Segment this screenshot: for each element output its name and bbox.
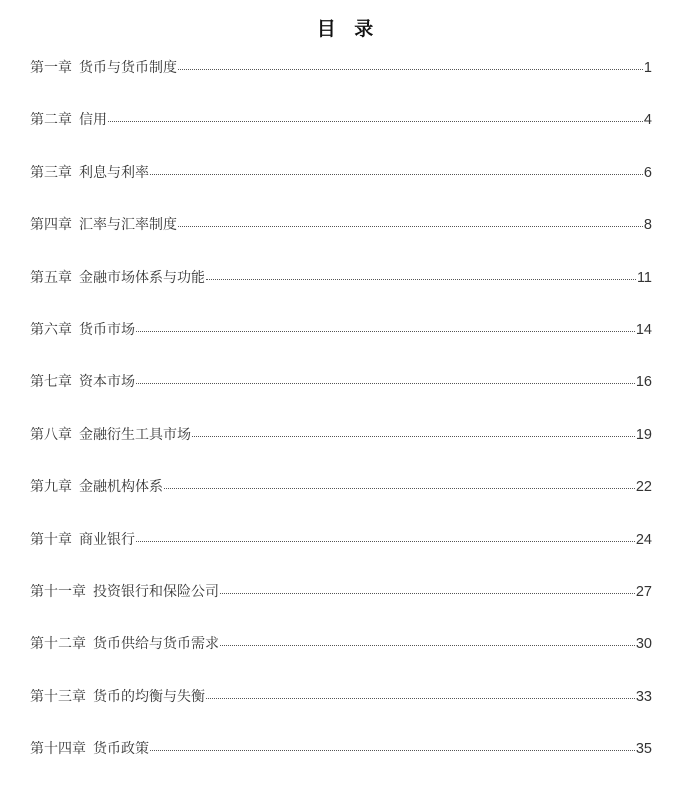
table-of-contents	[30, 53, 652, 786]
toc-entry-label	[30, 367, 135, 397]
chapter-title: 货币与货币制度	[79, 60, 177, 76]
toc-entry-12[interactable]	[30, 629, 652, 681]
toc-entry-14[interactable]	[30, 734, 652, 786]
chapter-title: 商业银行	[79, 531, 135, 548]
chapter-number: 第十章	[30, 531, 72, 548]
chapter-number: 第九章	[30, 479, 72, 496]
dot-leader	[192, 436, 635, 437]
chapter-title: 货币的均衡与失衡	[93, 688, 205, 705]
toc-entry-label	[30, 577, 219, 607]
chapter-number: 第十二章	[30, 636, 86, 653]
toc-entry-label	[30, 105, 107, 135]
page-number: 16	[635, 374, 652, 391]
dot-leader	[136, 331, 635, 332]
chapter-number: 第六章	[30, 321, 72, 338]
toc-entry-label	[30, 210, 177, 240]
page-number: 4	[643, 112, 652, 129]
toc-entry-5[interactable]	[30, 263, 652, 315]
toc-entry-9[interactable]	[30, 472, 652, 524]
dot-leader	[178, 69, 643, 70]
toc-entry-label	[30, 682, 205, 712]
dot-leader	[136, 383, 635, 384]
page-number: 19	[635, 426, 652, 443]
toc-entry-7[interactable]	[30, 367, 652, 419]
dot-leader	[206, 279, 636, 280]
chapter-title: 货币市场	[79, 321, 135, 338]
dot-leader	[136, 541, 635, 542]
dot-leader	[108, 121, 643, 122]
dot-leader	[178, 226, 643, 227]
dot-leader	[220, 645, 635, 646]
toc-entry-label	[30, 734, 149, 764]
toc-entry-1[interactable]	[30, 53, 652, 105]
toc-entry-3[interactable]	[30, 158, 652, 210]
chapter-number: 第十一章	[30, 583, 86, 600]
chapter-title: 货币政策	[93, 741, 149, 758]
page-title: 目 录	[316, 18, 380, 40]
chapter-title: 金融市场体系与功能	[79, 269, 205, 286]
dot-leader	[150, 174, 643, 175]
toc-entry-6[interactable]	[30, 315, 652, 367]
chapter-title: 利息与利率	[79, 164, 149, 181]
dot-leader	[220, 593, 635, 594]
toc-entry-13[interactable]	[30, 682, 652, 734]
chapter-number: 第四章	[30, 217, 72, 234]
toc-entry-10[interactable]	[30, 525, 652, 577]
chapter-number: 第五章	[30, 269, 72, 286]
toc-entry-label	[30, 53, 177, 83]
chapter-title: 汇率与汇率制度	[79, 217, 177, 234]
dot-leader	[164, 488, 635, 489]
toc-entry-8[interactable]	[30, 420, 652, 472]
page-number: 1	[643, 60, 652, 76]
page-number: 27	[635, 583, 652, 600]
chapter-title: 金融衍生工具市场	[79, 426, 191, 443]
page-number: 33	[635, 688, 652, 705]
dot-leader	[150, 750, 635, 751]
chapter-number: 第七章	[30, 374, 72, 391]
chapter-number: 第八章	[30, 426, 72, 443]
chapter-title: 资本市场	[79, 374, 135, 391]
chapter-number: 第三章	[30, 164, 72, 181]
page-number: 14	[635, 321, 652, 338]
toc-entry-label	[30, 629, 219, 659]
chapter-number: 第一章	[30, 60, 72, 76]
page-number: 8	[643, 217, 652, 234]
page-number: 22	[635, 479, 652, 496]
chapter-title: 信用	[79, 112, 107, 129]
chapter-title: 金融机构体系	[79, 479, 163, 496]
page-number: 6	[643, 164, 652, 181]
page-number: 35	[635, 741, 652, 758]
page-number: 11	[636, 269, 652, 286]
toc-entry-4[interactable]	[30, 210, 652, 262]
toc-entry-label	[30, 263, 205, 293]
toc-entry-11[interactable]	[30, 577, 652, 629]
page-number: 24	[635, 531, 652, 548]
toc-entry-label	[30, 158, 149, 188]
chapter-number: 第十三章	[30, 688, 86, 705]
chapter-title: 货币供给与货币需求	[93, 636, 219, 653]
dot-leader	[206, 698, 635, 699]
toc-entry-2[interactable]	[30, 105, 652, 157]
page-number: 30	[635, 636, 652, 653]
chapter-number: 第二章	[30, 112, 72, 129]
toc-entry-label	[30, 525, 135, 555]
toc-entry-label	[30, 472, 163, 502]
toc-entry-label	[30, 315, 135, 345]
chapter-title: 投资银行和保险公司	[93, 583, 219, 600]
toc-entry-label	[30, 420, 191, 450]
chapter-number: 第十四章	[30, 741, 86, 758]
